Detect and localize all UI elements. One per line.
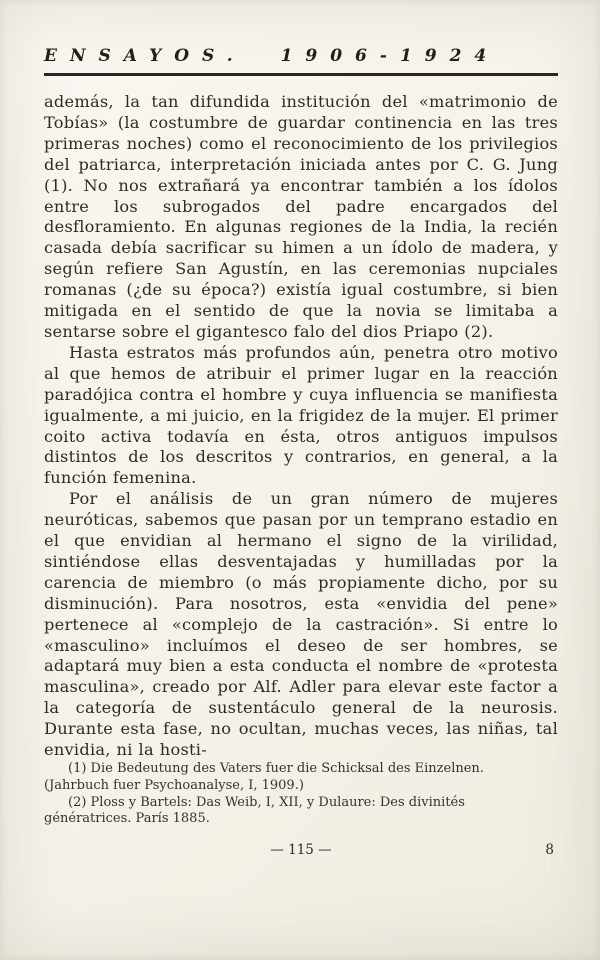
signature-mark: 8 <box>545 842 554 859</box>
header-title: ENSAYOS. 1906-1924 <box>44 46 500 66</box>
paragraph: además, la tan difundida institución del «matrimonio de Tobías» (la costumbre de guardar continencia en las tres primeras noches) como el reconocimiento de los privilegios del patriarca, interpretación iniciada antes por C. G. Jung (1). No nos extrañará ya encontrar también a los ídolos entre los subrogados del padre encargados del desfloramiento. En algunas regiones de la India, la recién casada debía sacrificar su himen a un ídolo de madera, y según refiere San Agustín, en las ceremonias nupciales romanas (¿de su época?) existía igual costumbre, si bien mitigada en el sentido de que la novia se limitaba a sentarse sobre el gigantesco falo del dios Priapo (2). <box>44 92 558 341</box>
footnotes <box>44 761 558 828</box>
footnote <box>44 761 558 795</box>
page-header <box>44 46 558 76</box>
page-number: — 115 — <box>270 842 332 859</box>
header-rule <box>44 73 558 76</box>
footnote <box>44 795 558 829</box>
footnote-line: (2) Ploss y Bartels: Das Weib, I, XII, y Dulaure: Des divinités <box>68 794 465 810</box>
paragraph: Hasta estratos más profundos aún, penetra otro motivo al que hemos de atribuir el primer lugar en la reacción paradójica contra el hombre y cuya influencia se manifiesta igualmente, a mi juicio, en la frigidez de la mujer. El primer coito activa todavía en ésta, otros antiguos impulsos distintos de los descritos y contrarios, en general, a la función femenina. <box>44 342 558 488</box>
bottom-block <box>44 761 558 858</box>
body-text <box>44 92 558 761</box>
footnote-line: (Jahrbuch fuer Psychoanalyse, I, 1909.) <box>44 777 304 793</box>
footnote-line: génératrices. París 1885. <box>44 811 210 827</box>
footnote-line: (1) Die Bedeutung des Vaters fuer die Schicksal des Einzelnen. <box>68 761 484 776</box>
page-footer <box>44 842 558 858</box>
paragraph: Por el análisis de un gran número de mujeres neuróticas, sabemos que pasan por un temprano estadio en el que envidian al hermano el signo de la virilidad, sintiéndose ellas desventajadas y humilladas por la carencia de miembro (o más propiamente dicho, por su disminución). Para nosotros, esta «envidia del pene» pertenece al «complejo de la castración». Si entre lo «masculino» incluímos el deseo de ser hombres, se adaptará muy bien a esta conducta el nombre de «protesta masculina», creado por Alf. Adler para elevar este factor a la categoría de sustentáculo general de la neurosis. Durante esta fase, no ocultan, muchas veces, las niñas, tal envidia, ni la hosti- <box>44 489 558 760</box>
